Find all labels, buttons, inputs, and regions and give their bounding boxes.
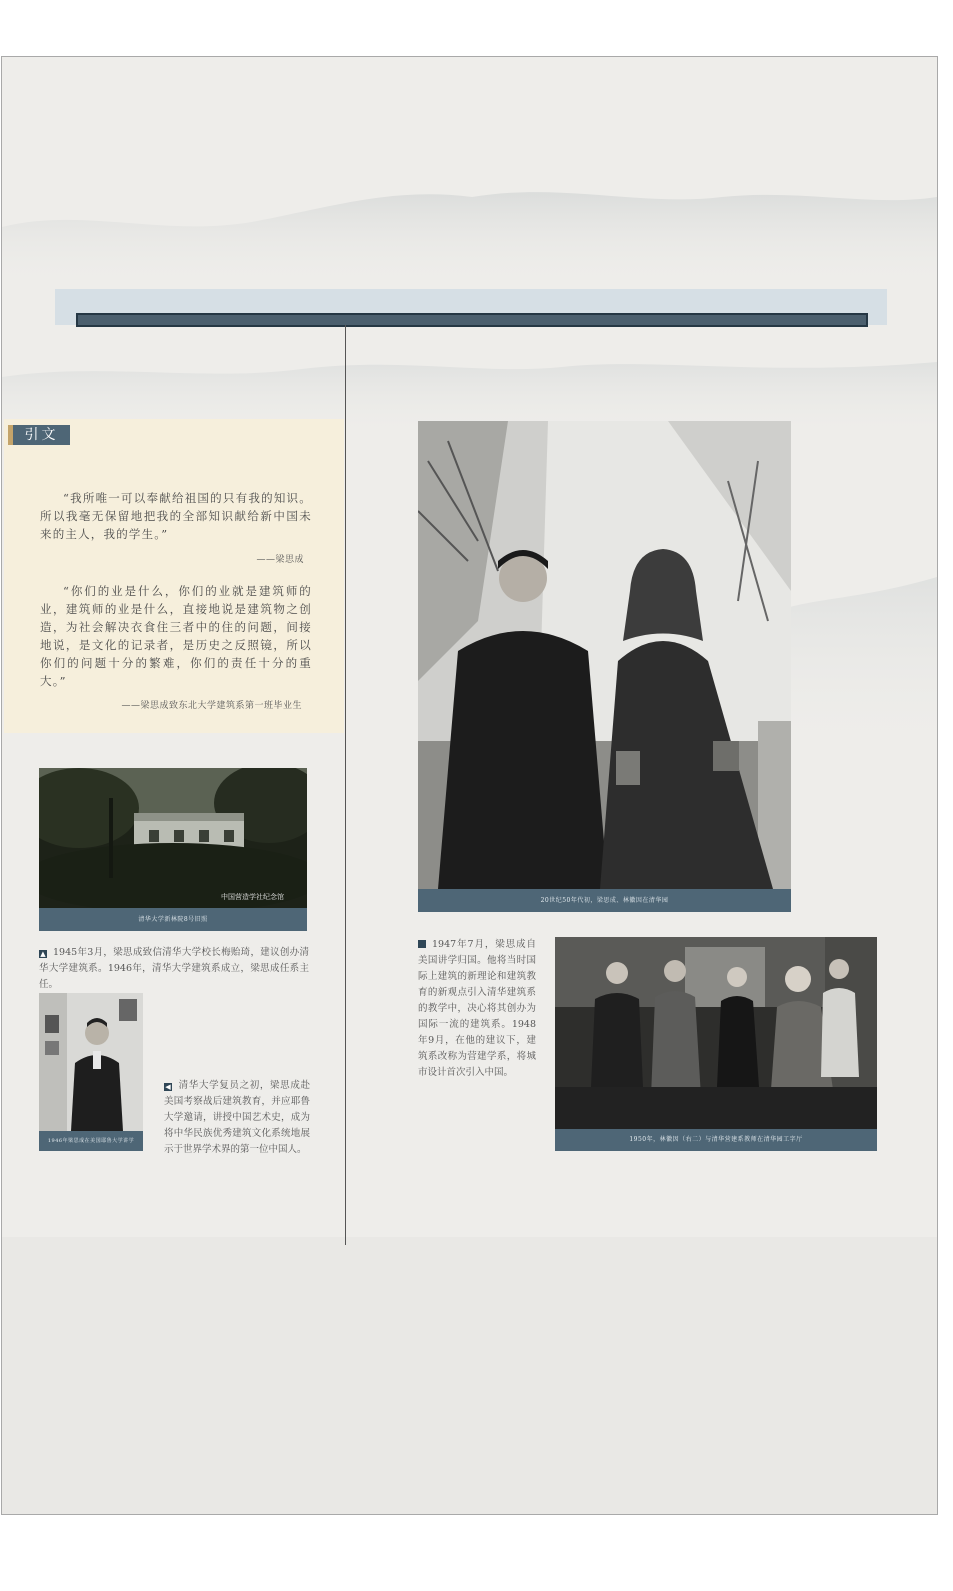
portrait-photo-image: [39, 993, 143, 1131]
marker-up-icon: ▲: [40, 950, 46, 958]
group-photo: [555, 937, 877, 1151]
marker-left-icon: ◀: [165, 1083, 171, 1091]
title-bar: [76, 313, 868, 327]
campus-photo-image: [39, 768, 307, 908]
campus-photo-caption: 清华大学新林院8号旧照: [39, 908, 307, 931]
quote-box: [4, 419, 344, 733]
campus-photo-watermark: 中国营造学社纪念馆: [221, 893, 284, 901]
quote-1-attribution: ——梁思成: [256, 555, 304, 565]
column-divider: [345, 325, 346, 1245]
couple-photo: [418, 421, 791, 912]
paragraph-1947: 1947年7月，梁思成自美国讲学归国。他将当时国际上建筑的新理论和建筑教育的新观点引入清华建筑系的教学中，决心将其创办为国际一流的建筑系。1948年9月，在他的建议下，建筑系改称为营建学系，将城市设计首次引入中国。: [418, 939, 536, 1078]
paragraph-yale: ◀ 清华大学复员之初，梁思成赴美国考察战后建筑教育，并应耶鲁大学邀请，讲授中国艺术史，成为将中华民族优秀建筑文化系统地展示于世界学术界的第一位中国人。: [164, 1080, 310, 1155]
couple-photo-caption: 20世纪50年代初，梁思成、林徽因在清华园: [418, 889, 791, 912]
group-photo-caption: 1950年，林徽因（右二）与清华营建系教师在清华园工字厅: [555, 1129, 877, 1151]
quote-2: “你们的业是什么，你们的业就是建筑师的业，建筑师的业是什么，直接地说是建筑物之创造，为社会解决衣食住三者中的住的问题，间接地说，是文化的记录者，是历史之反照镜，所以你们的问题十分的繁难，你们的责任十分的重大。”: [40, 584, 312, 688]
quote-tag: 引文: [8, 425, 70, 445]
portrait-photo: [39, 993, 143, 1151]
marker-square-icon: [418, 940, 426, 948]
group-photo-image: [555, 937, 877, 1129]
campus-photo: [39, 768, 307, 931]
paragraph-1945: ▲ 1945年3月，梁思成致信清华大学校长梅贻琦，建议创办清华大学建筑系。1946年，清华大学建筑系成立，梁思成任系主任。: [39, 947, 309, 990]
quote-1: “我所唯一可以奉献给祖国的只有我的知识。所以我毫无保留地把我的全部知识献给新中国未来的主人，我的学生。”: [40, 491, 312, 541]
quote-2-attribution: ——梁思成致东北大学建筑系第一班毕业生: [121, 701, 302, 711]
couple-photo-image: [418, 421, 791, 889]
exhibition-board: [1, 56, 938, 1515]
portrait-photo-caption: 1946年梁思成在美国耶鲁大学讲学: [39, 1131, 143, 1151]
